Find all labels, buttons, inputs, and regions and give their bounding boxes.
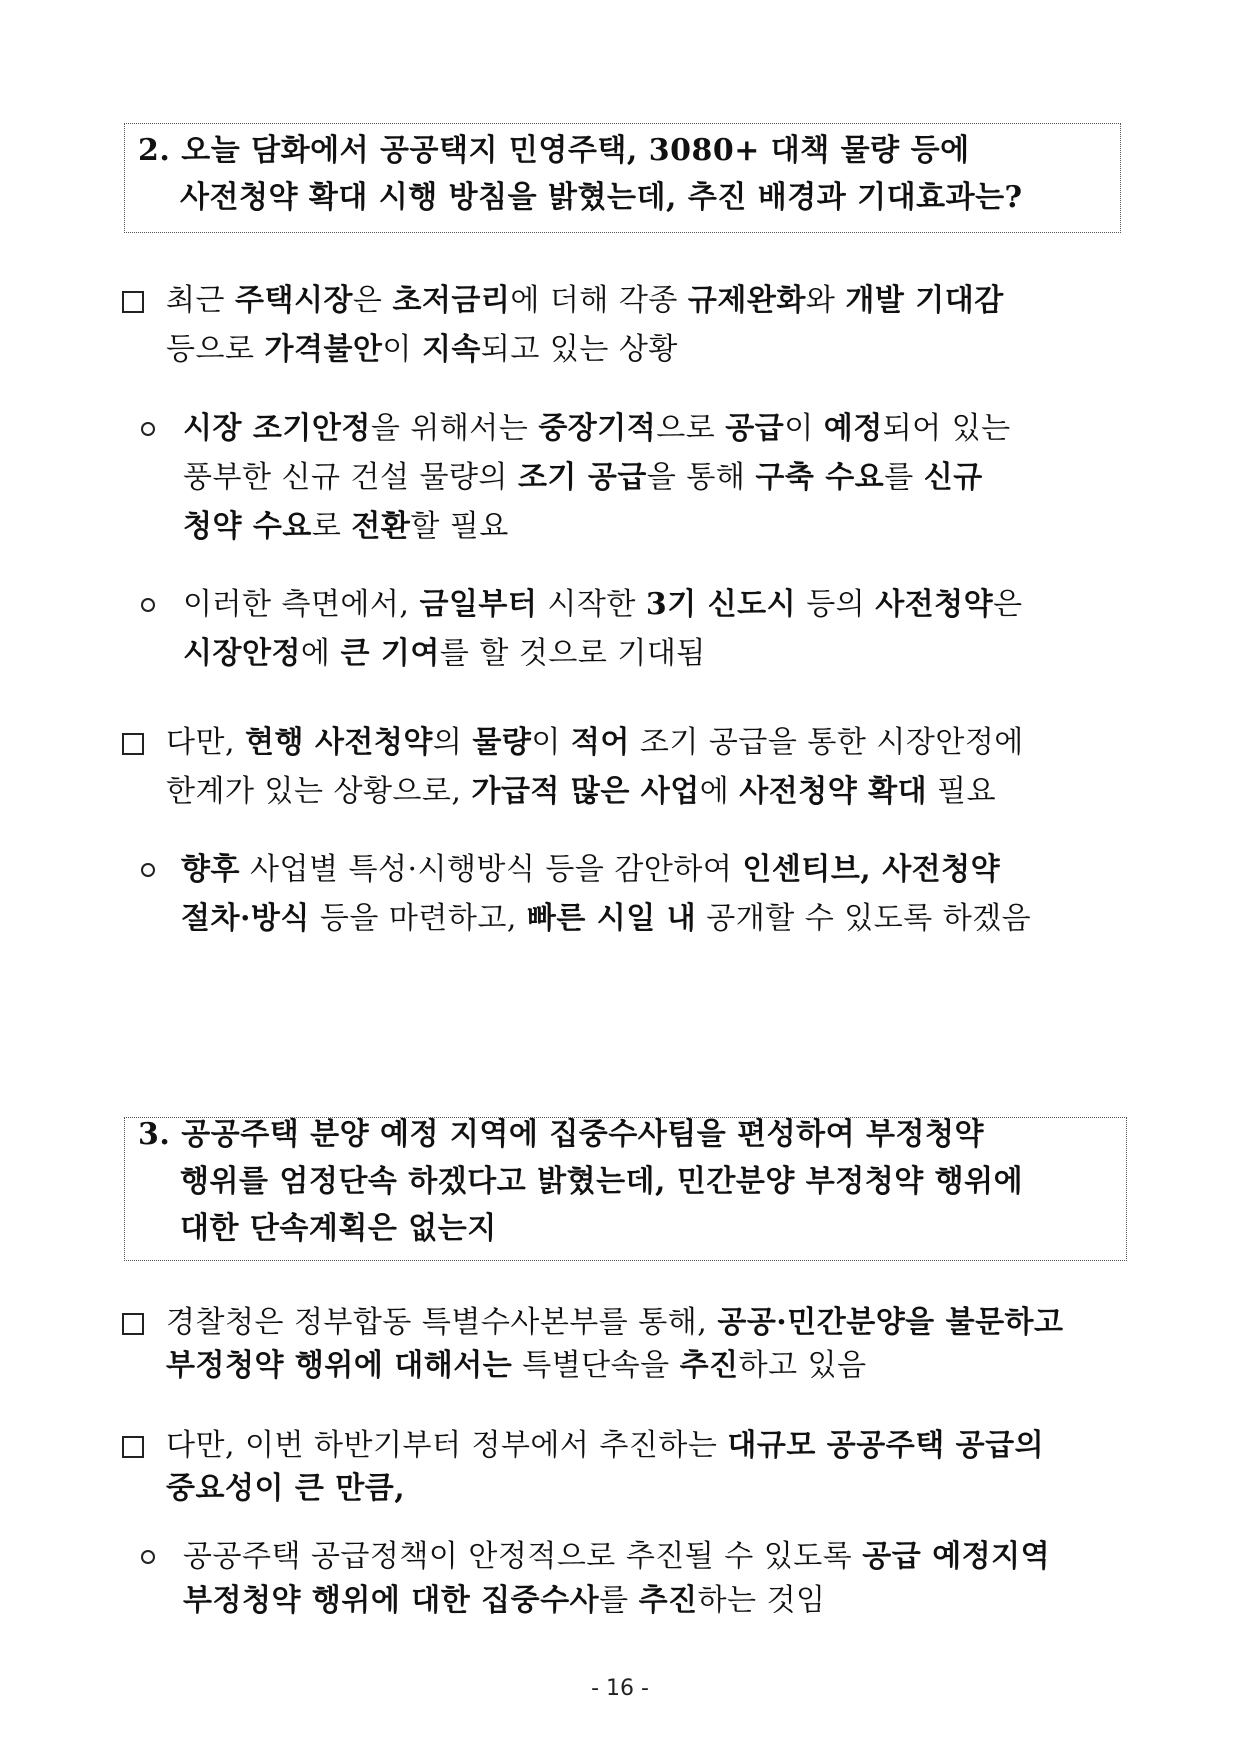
body-text: 하는 것임 <box>697 1583 826 1618</box>
answer-3-sub-1-line-1 <box>183 1540 1050 1574</box>
body-text: 조기 공급을 통한 시장안정에 <box>629 725 1024 760</box>
emphasis-text: 중요성이 큰 만큼, <box>166 1471 406 1506</box>
emphasis-text: 적어 <box>570 725 630 760</box>
emphasis-text: 공공·민간분양을 불문하고 <box>717 1305 1064 1340</box>
checkbox-square-icon <box>122 1313 144 1335</box>
body-text: 한계가 있는 상황으로, <box>166 774 472 809</box>
body-text: 다만, <box>166 725 246 760</box>
answer-2-para-2-line-2 <box>166 775 996 809</box>
emphasis-text: 큰 기여 <box>340 636 440 671</box>
answer-2-sub-1-line-1 <box>183 412 1011 446</box>
body-text: 할 필요 <box>410 509 509 544</box>
emphasis-text: 가격불안 <box>264 332 383 367</box>
checkbox-square-icon <box>122 1436 144 1458</box>
emphasis-text: 신규 <box>923 460 983 495</box>
answer-3-para-2-line-2 <box>166 1472 405 1506</box>
body-text: 은 <box>352 283 393 318</box>
body-text: 를 <box>599 1583 639 1618</box>
body-text: 하고 있음 <box>738 1348 867 1383</box>
emphasis-text: 지속 <box>421 332 481 367</box>
body-text: 와 <box>805 283 846 318</box>
body-text: 을 위해서는 <box>370 411 539 446</box>
answer-2-para-2-line-1 <box>166 726 1024 760</box>
body-text: 되고 있는 상황 <box>480 332 678 367</box>
emphasis-text: 추진 <box>638 1583 698 1618</box>
emphasis-text: 전환 <box>351 509 411 544</box>
emphasis-text: 시장안정 <box>183 636 301 671</box>
body-text: 이 <box>382 332 422 367</box>
bullet-circle-icon <box>141 1550 155 1564</box>
answer-2-para-1-line-1 <box>166 284 1004 318</box>
body-text: 으로 <box>656 411 726 446</box>
emphasis-text: 초저금리 <box>392 283 511 318</box>
emphasis-text: 부정청약 행위에 대해서는 <box>166 1348 513 1383</box>
body-text: 에 <box>699 774 740 809</box>
body-text: 로 <box>311 509 352 544</box>
bullet-circle-icon <box>141 863 155 877</box>
emphasis-text: 개발 기대감 <box>845 283 1004 318</box>
body-text: 사업별 특성·시행방식 등을 감안하여 <box>239 852 743 887</box>
emphasis-text: 공급 예정지역 <box>862 1539 1051 1574</box>
emphasis-text: 인센티브, 사전청약 <box>742 852 1001 887</box>
answer-2-sub-1-line-3 <box>183 510 509 544</box>
body-text: 특별단속을 <box>512 1348 680 1383</box>
emphasis-text: 절차·방식 <box>181 901 310 936</box>
emphasis-text: 사전청약 <box>875 587 994 622</box>
body-text: 공개할 수 있도록 하겠음 <box>696 901 1032 936</box>
emphasis-text: 빠른 시일 내 <box>526 901 697 936</box>
body-text: 은 <box>993 587 1023 622</box>
answer-3-para-1-line-1 <box>166 1306 1064 1340</box>
body-text: 의 <box>432 725 473 760</box>
body-text: 를 할 것으로 기대됨 <box>439 636 706 671</box>
emphasis-text: 규제완화 <box>687 283 806 318</box>
emphasis-text: 공급 <box>725 411 785 446</box>
emphasis-text: 조기 공급 <box>517 460 647 495</box>
emphasis-text: 시장 조기안정 <box>183 411 371 446</box>
emphasis-text: 청약 수요 <box>183 509 312 544</box>
emphasis-text: 3기 신도시 <box>645 587 797 622</box>
answer-3-para-2-line-1 <box>166 1429 1044 1463</box>
body-text: 이러한 측면에서, <box>183 587 420 622</box>
body-text: 풍부한 신규 건설 물량의 <box>183 460 518 495</box>
emphasis-text: 예정 <box>823 411 883 446</box>
question-3-line-1: 3. 공공주택 분양 예정 지역에 집중수사팀을 편성하여 부정청약 <box>138 1117 984 1152</box>
answer-2-sub-3-line-1 <box>181 853 1000 887</box>
checkbox-square-icon <box>122 733 144 755</box>
body-text: 경찰청은 정부합동 특별수사본부를 통해, <box>166 1305 718 1340</box>
emphasis-text: 추진 <box>679 1348 739 1383</box>
body-text: 다만, 이번 하반기부터 정부에서 추진하는 <box>166 1428 728 1463</box>
answer-2-sub-2-line-1 <box>183 588 1023 622</box>
body-text: 되어 있는 <box>882 411 1011 446</box>
question-3-line-2: 행위를 엄정단속 하겠다고 밝혔는데, 민간분양 부정청약 행위에 <box>180 1164 1024 1199</box>
bullet-circle-icon <box>141 598 155 612</box>
body-text: 최근 <box>166 283 235 318</box>
emphasis-text: 사전청약 확대 <box>739 774 928 809</box>
body-text: 을 통해 <box>646 460 756 495</box>
emphasis-text: 부정청약 행위에 대한 집중수사 <box>183 1583 600 1618</box>
answer-2-para-1-line-2 <box>166 333 678 367</box>
emphasis-text: 금일부터 <box>419 587 538 622</box>
emphasis-text: 대규모 공공주택 공급의 <box>727 1428 1045 1463</box>
checkbox-square-icon <box>122 291 144 313</box>
emphasis-text: 가급적 많은 사업 <box>471 774 700 809</box>
emphasis-text: 물량 <box>472 725 532 760</box>
answer-2-sub-2-line-2 <box>183 637 706 671</box>
body-text: 를 <box>884 460 924 495</box>
question-3-line-3: 대한 단속계획은 없는지 <box>180 1211 497 1246</box>
body-text: 이 <box>531 725 571 760</box>
emphasis-text: 주택시장 <box>235 283 353 318</box>
body-text: 등으로 <box>166 332 265 367</box>
question-2-line-2: 사전청약 확대 시행 방침을 밝혔는데, 추진 배경과 기대효과는? <box>180 180 1023 215</box>
answer-2-sub-1-line-2 <box>183 461 983 495</box>
emphasis-text: 현행 사전청약 <box>245 725 433 760</box>
body-text: 에 더해 각종 <box>510 283 688 318</box>
bullet-circle-icon <box>141 422 155 436</box>
emphasis-text: 중장기적 <box>538 411 657 446</box>
body-text: 등을 마련하고, <box>309 901 527 936</box>
body-text: 이 <box>784 411 824 446</box>
answer-3-sub-1-line-2 <box>183 1584 826 1618</box>
body-text: 공공주택 공급정책이 안정적으로 추진될 수 있도록 <box>183 1539 863 1574</box>
answer-2-sub-3-line-2 <box>181 902 1031 936</box>
body-text: 에 <box>300 636 341 671</box>
emphasis-text: 향후 <box>181 852 240 887</box>
body-text: 필요 <box>927 774 997 809</box>
body-text: 등의 <box>796 587 876 622</box>
page-number: - 16 - <box>591 1676 649 1701</box>
body-text: 시작한 <box>537 587 646 622</box>
answer-3-para-1-line-2 <box>166 1349 867 1383</box>
question-2-line-1: 2. 오늘 담화에서 공공택지 민영주택, 3080+ 대책 물량 등에 <box>138 133 970 168</box>
emphasis-text: 구축 수요 <box>755 460 885 495</box>
